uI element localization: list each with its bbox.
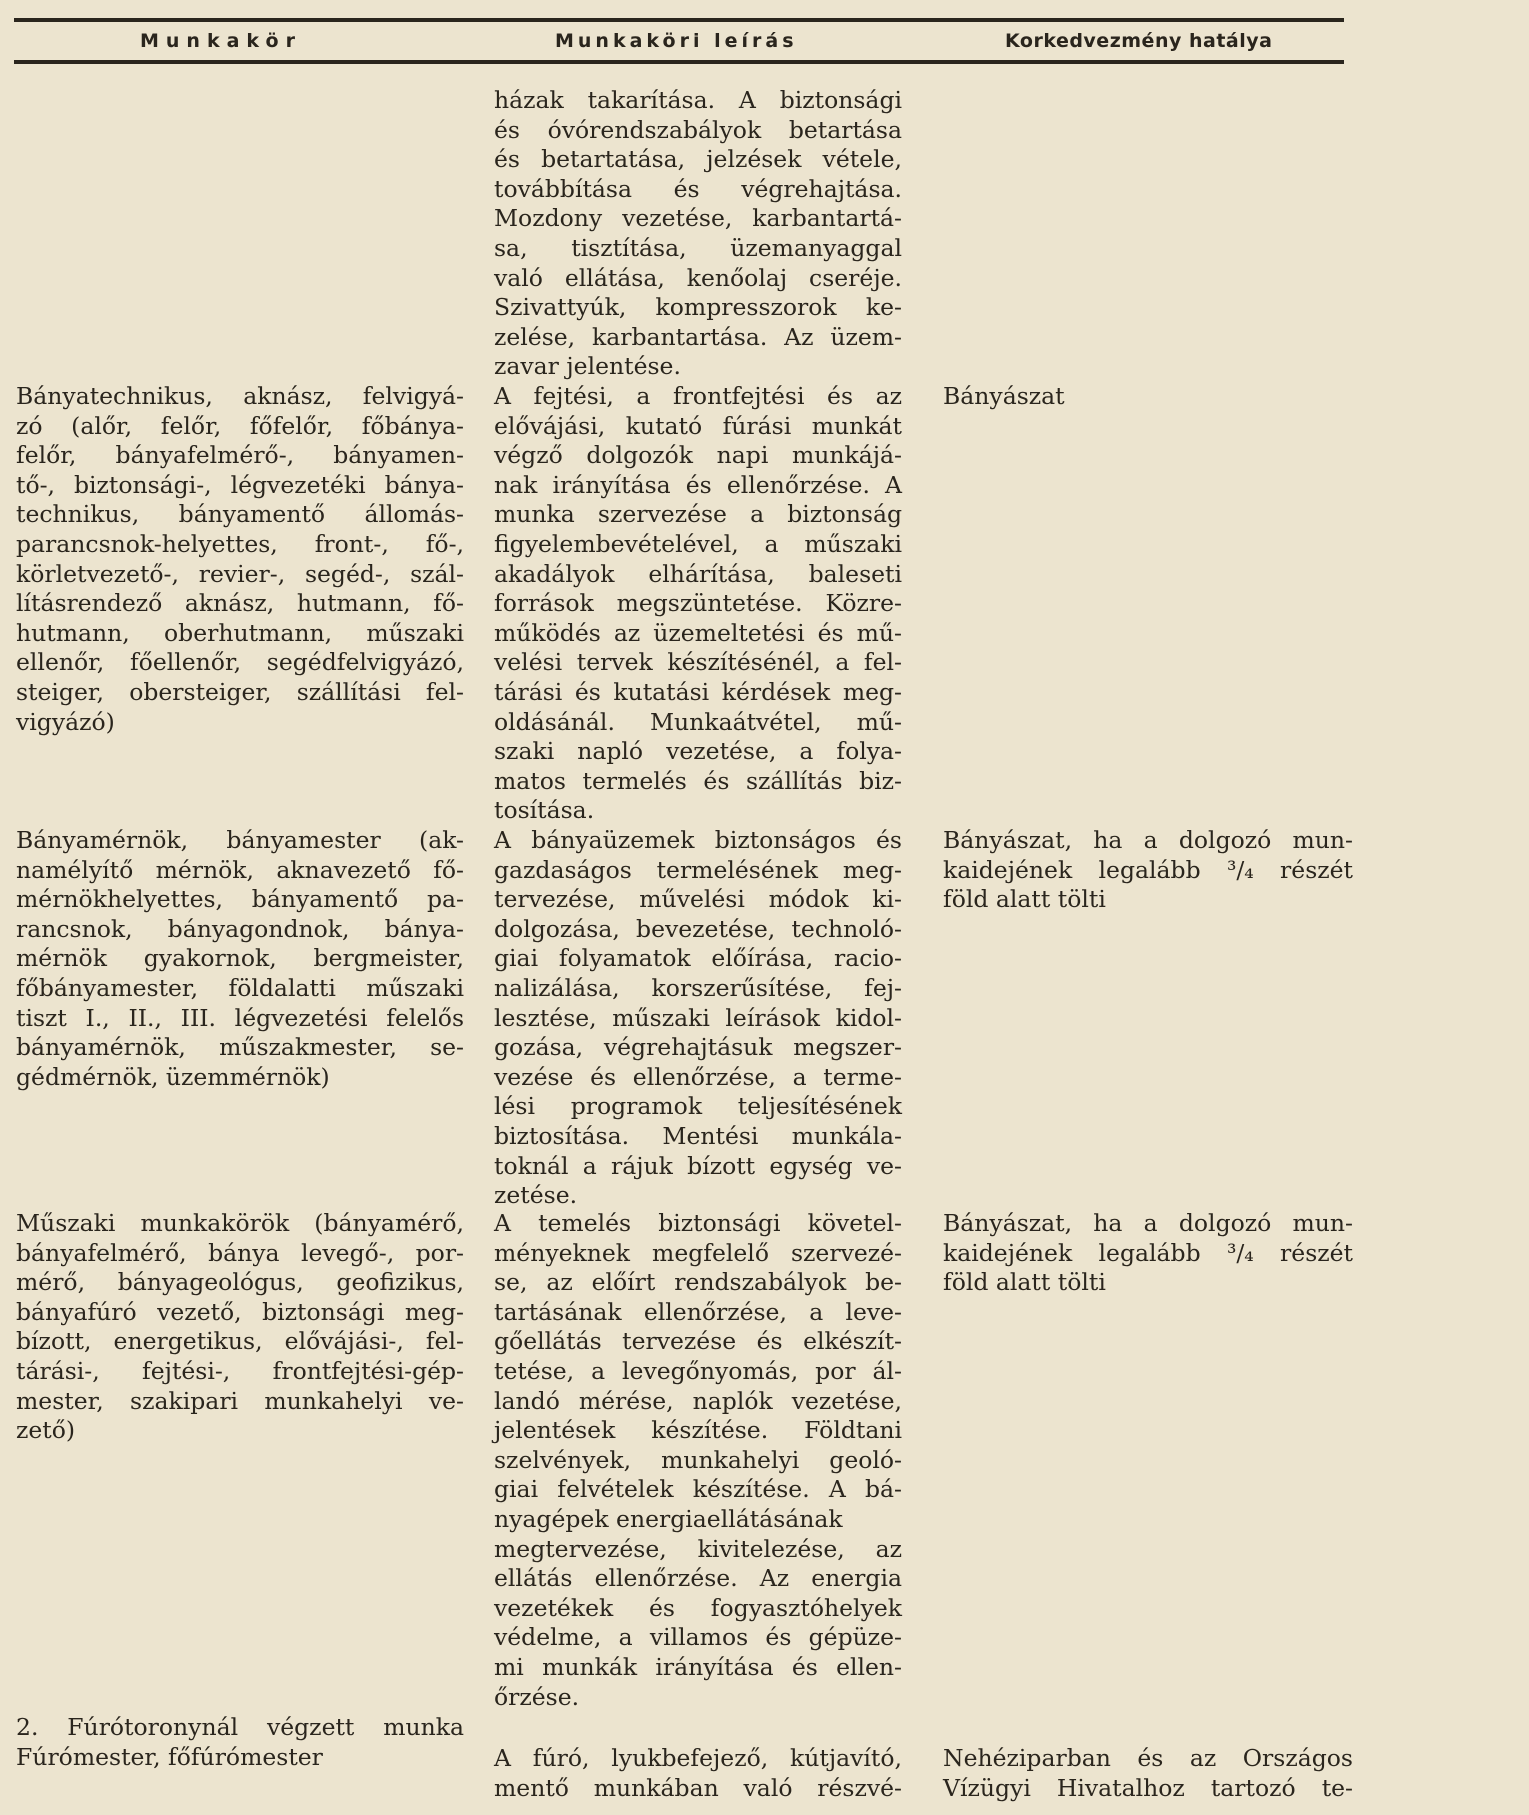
text-line: bányafelmérő, bánya levegő-, por- [16,1238,464,1267]
row-1-job [16,382,464,737]
text-line: mérnökhelyettes, bányamentő pa- [16,885,464,914]
text-line: munka szervezése a biztonság [494,500,902,529]
text-line: zető) [16,1416,76,1445]
header-bottom-rule [14,60,1344,64]
text-line: mentő munkában való részvé- [494,1773,902,1802]
text-line: nyagépek energiaellátásának [494,1504,843,1533]
text-line: zelése, karbantartása. Az üzem- [494,322,902,351]
text-line: steiger, obersteiger, szállítási fel- [16,677,464,706]
text-line: mester, szakipari munkahelyi ve- [16,1386,464,1415]
text-line: föld alatt tölti [943,1268,1106,1297]
column-header-benefit: Korkedvezmény hatálya [1005,30,1273,52]
text-line: tárási-, fejtési-, frontfejtési-gép- [16,1356,464,1385]
text-line: szaki napló vezetése, a folya- [494,737,902,766]
text-line: főbányamester, földalatti műszaki [16,973,464,1002]
text-line: kaidejének legalább ³/₄ részét [943,1238,1353,1267]
text-line: tetése, a levegőnyomás, por ál- [494,1356,902,1385]
text-line: Nehéziparban és az Országos [943,1744,1353,1772]
text-line: oldásánál. Munkaátvétel, mű- [494,707,902,736]
text-line: Mozdony vezetése, karbantartá- [494,204,902,233]
row-2-description [494,826,902,1211]
text-line: működés az üzemeltetési és mű- [494,618,902,647]
text-line: és betartatása, jelzések vétele, [494,145,902,174]
text-line: Szivattyúk, kompresszorok ke- [494,293,902,322]
text-line: bízott, energetikus, elővájási-, fel- [16,1327,464,1356]
text-line: toknál a rájuk bízott egység ve- [494,1151,902,1180]
text-line: gőellátás tervezése és elkészít- [494,1327,902,1356]
text-line: lési programok teljesítésének [494,1092,902,1121]
text-line: tervezése, művelési módok ki- [494,885,902,914]
text-line: ellenőr, főellenőr, segédfelvigyázó, [16,648,464,677]
text-line: velési tervek készítésénél, a fel- [494,648,902,677]
text-line: tiszt I., II., III. légvezetési felelős [16,1003,464,1032]
text-line: bányafúró vezető, biztonsági meg- [16,1297,464,1326]
text-line: gazdaságos termelésének meg- [494,855,902,884]
header-top-rule [14,18,1344,22]
text-line: figyelembevételével, a műszaki [494,529,902,558]
text-line: gozása, végrehajtásuk megszer- [494,1033,902,1062]
text-line: gédmérnök, üzemmérnök) [16,1062,330,1091]
text-line: Bányászat, ha a dolgozó mun- [943,826,1353,854]
text-line: hutmann, oberhutmann, műszaki [16,618,464,647]
text-line: sa, tisztítása, üzemanyaggal [494,233,902,262]
text-line: A bányaüzemek biztonságos és [494,826,902,854]
row-2-benefit [943,826,1353,915]
row-3-job [16,1209,464,1446]
text-line: 2. Fúrótoronynál végzett munka [16,1713,464,1741]
column-header-description: Munkaköri leírás [555,30,798,52]
text-line: landó mérése, naplók vezetése, [494,1386,902,1415]
text-line: biztosítása. Mentési munkála- [494,1121,902,1150]
text-line: parancsnok-helyettes, front-, fő-, [16,529,464,558]
text-line: Bányászat, ha a dolgozó mun- [943,1209,1353,1237]
text-line: föld alatt tölti [943,885,1106,914]
column-header-job: Munkakör [140,30,302,52]
text-line: vezése és ellenőrzése, a terme- [494,1062,902,1091]
text-line: házak takarítása. A biztonsági [494,86,902,114]
text-line: Bányászat [943,382,1065,410]
row-0-description [494,86,902,382]
text-line: továbbítása és végrehajtása. [494,174,902,203]
text-line: felőr, bányafelmérő-, bányamen- [16,441,464,470]
text-line: való ellátása, kenőolaj cseréje. [494,263,902,292]
text-line: mi munkák irányítása és ellen- [494,1652,902,1681]
text-line: végző dolgozók napi munkájá- [494,441,902,470]
text-line: elővájási, kutató fúrási munkát [494,411,902,440]
text-line: bányamérnök, műszakmester, se- [16,1033,464,1062]
text-line: rancsnok, bányagondnok, bánya- [16,914,464,943]
row-3-description [494,1209,902,1712]
row-4-description [494,1744,902,1803]
row-4-job [16,1713,464,1772]
text-line: Bányatechnikus, aknász, felvigyá- [16,382,464,410]
text-line: nalizálása, korszerűsítése, fej- [494,973,902,1002]
text-line: tő-, biztonsági-, légvezetéki bánya- [16,470,464,499]
text-line: tosítása. [494,796,595,825]
text-line: ményeknek megfelelő szervezé- [494,1238,902,1267]
text-line: matos termelés és szállítás biz- [494,766,902,795]
text-line: giai felvételek készítése. A bá- [494,1475,902,1504]
text-line: szelvények, munkahelyi geoló- [494,1445,902,1474]
text-line: giai folyamatok előírása, racio- [494,944,902,973]
text-line: vezetékek és fogyasztóhelyek [494,1593,902,1622]
text-line: vigyázó) [16,707,115,736]
text-line: jelentések készítése. Földtani [494,1416,902,1445]
text-line: zetése. [494,1181,578,1210]
text-line: tartásának ellenőrzése, a leve- [494,1297,902,1326]
text-line: A fúró, lyukbefejező, kútjavító, [494,1744,902,1772]
text-line: lításrendező aknász, hutmann, fő- [16,589,464,618]
row-1-benefit [943,382,1353,412]
text-line: A temelés biztonsági követel- [494,1209,902,1237]
text-line: dolgozása, bevezetése, technoló- [494,914,902,943]
text-line: Vízügyi Hivatalhoz tartozó te- [943,1773,1353,1802]
text-line: nak irányítása és ellenőrzése. A [494,470,902,499]
text-line: kaidejének legalább ³/₄ részét [943,855,1353,884]
text-line: namélyítő mérnök, aknavezető fő- [16,855,464,884]
text-line: Bányamérnök, bányamester (ak- [16,826,464,854]
text-line: ellátás ellenőrzése. Az energia [494,1564,902,1593]
text-line: zavar jelentése. [494,352,681,381]
row-2-job [16,826,464,1092]
text-line: technikus, bányamentő állomás- [16,500,464,529]
text-line: Fúrómester, főfúrómester [16,1742,323,1771]
text-line: források megszüntetése. Közre- [494,589,902,618]
text-line: védelme, a villamos és gépüze- [494,1623,902,1652]
text-line: mérő, bányageológus, geofizikus, [16,1268,464,1297]
text-line: körletvezető-, revier-, segéd-, szál- [16,559,464,588]
text-line: se, az előírt rendszabályok be- [494,1268,902,1297]
row-3-benefit [943,1209,1353,1298]
text-line: mérnök gyakornok, bergmeister, [16,944,464,973]
text-line: és óvórendszabályok betartása [494,115,902,144]
text-line: zó (alőr, felőr, főfelőr, főbánya- [16,411,464,440]
row-1-description [494,382,902,826]
text-line: akadályok elhárítása, baleseti [494,559,902,588]
text-line: lesztése, műszaki leírások kidol- [494,1003,902,1032]
text-line: A fejtési, a frontfejtési és az [494,382,902,410]
row-4-benefit [943,1744,1353,1803]
text-line: őrzése. [494,1682,580,1711]
text-line: Műszaki munkakörök (bányamérő, [16,1209,464,1237]
text-line: tárási és kutatási kérdések meg- [494,677,902,706]
text-line: megtervezése, kivitelezése, az [494,1534,902,1563]
